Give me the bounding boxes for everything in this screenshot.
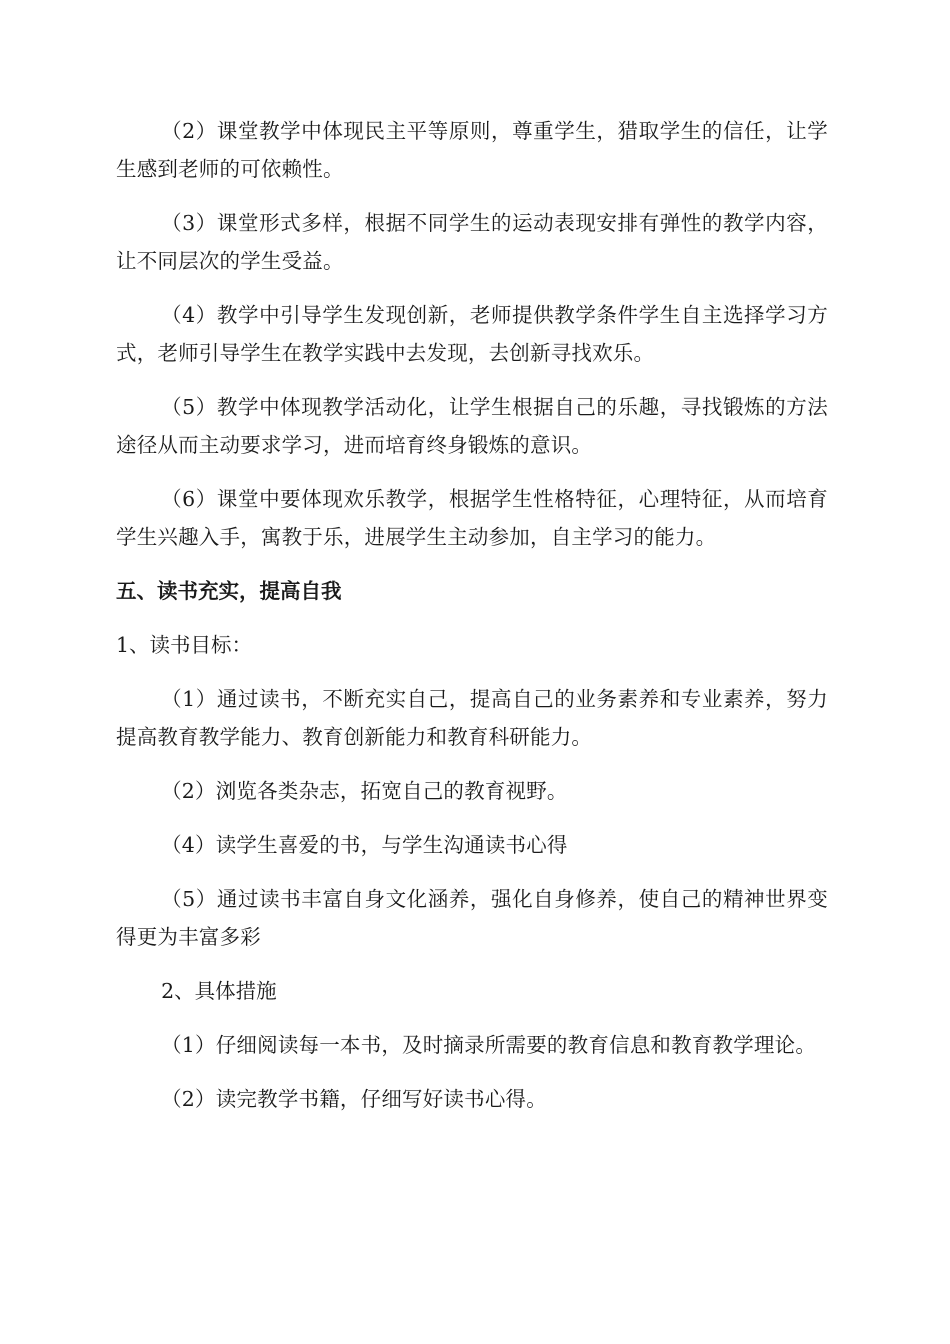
paragraph-item-6: （6）课堂中要体现欢乐教学，根据学生性格特征，心理特征，从而培育学生兴趣入手，寓教于乐，进展学生主动参加，自主学习的能力。 — [116, 487, 828, 549]
paragraph-item-2: （2）课堂教学中体现民主平等原则，尊重学生，猎取学生的信任，让学生感到老师的可依赖性。 — [116, 119, 828, 181]
paragraph-item-5: （5）教学中体现教学活动化，让学生根据自己的乐趣，寻找锻炼的方法途径从而主动要求学习，进而培育终身锻炼的意识。 — [116, 395, 828, 457]
goal-item-1: （1）通过读书，不断充实自己，提高自己的业务素养和专业素养，努力提高教育教学能力、教育创新能力和教育科研能力。 — [116, 687, 828, 749]
measure-item-2: （2）读完教学书籍，仔细写好读书心得。 — [161, 1087, 547, 1111]
goal-item-4: （4）读学生喜爱的书，与学生沟通读书心得 — [161, 833, 568, 857]
subheading-measures: 2、具体措施 — [161, 979, 277, 1003]
subheading-reading-goals: 1、读书目标： — [116, 633, 253, 657]
section-heading: 五、读书充实，提高自我 — [116, 579, 342, 603]
paragraph-item-3: （3）课堂形式多样，根据不同学生的运动表现安排有弹性的教学内容，让不同层次的学生受益。 — [116, 211, 828, 273]
document-page — [116, 112, 828, 1134]
goal-item-2: （2）浏览各类杂志，拓宽自己的教育视野。 — [161, 779, 568, 803]
goal-item-5: （5）通过读书丰富自身文化涵养，强化自身修养，使自己的精神世界变得更为丰富多彩 — [116, 887, 828, 949]
paragraph-item-4: （4）教学中引导学生发现创新，老师提供教学条件学生自主选择学习方式，老师引导学生在教学实践中去发现，去创新寻找欢乐。 — [116, 303, 828, 365]
measure-item-1: （1）仔细阅读每一本书，及时摘录所需要的教育信息和教育教学理论。 — [161, 1033, 817, 1057]
